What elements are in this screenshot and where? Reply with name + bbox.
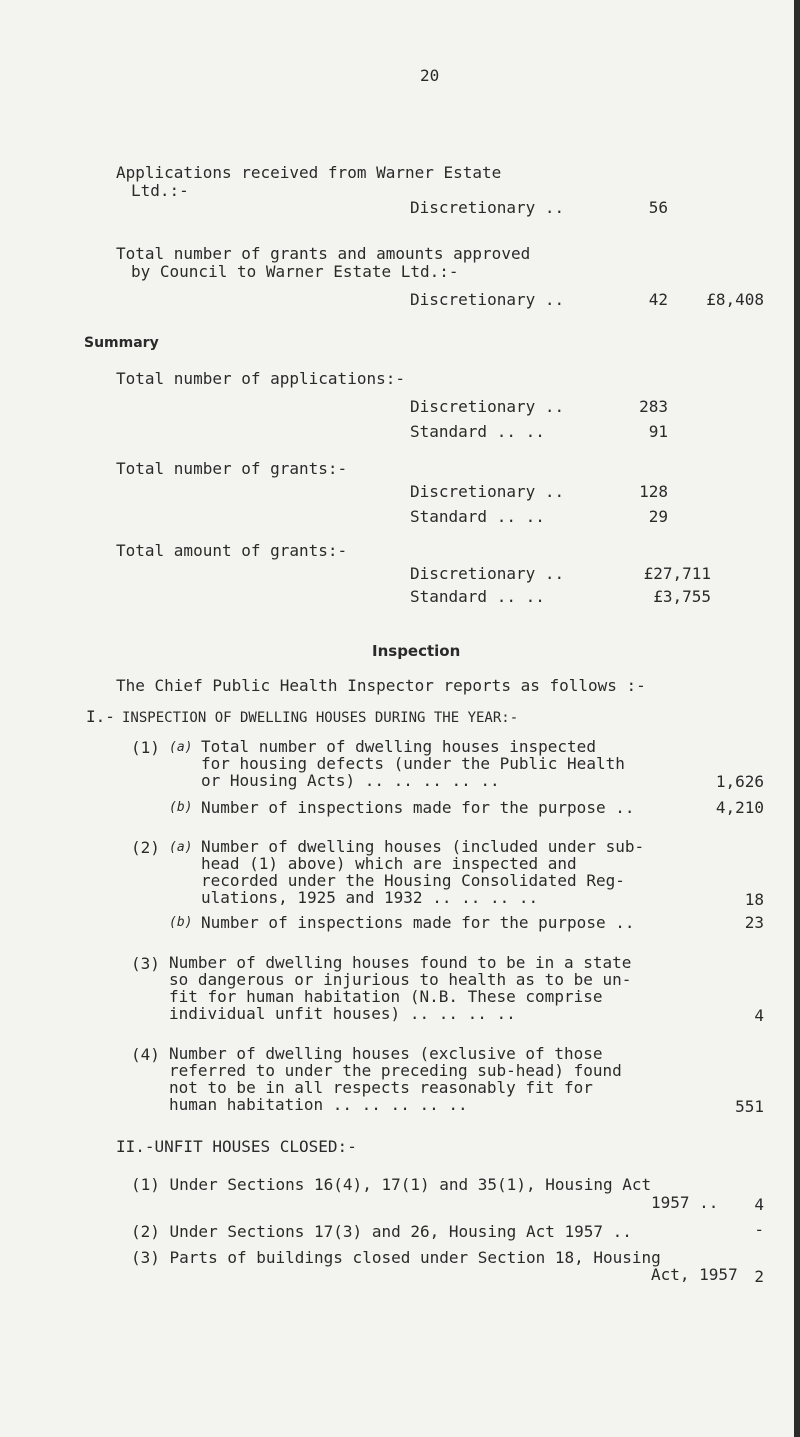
item2a-text-line: head (1) above) which are inspected and [201, 854, 577, 873]
item3-text-line: so dangerous or injurious to health as to be un- [169, 970, 632, 989]
closed1-line-cont: 1957 .. [651, 1193, 719, 1212]
page-number: 20 [420, 66, 440, 85]
closed2-text: (2) Under Sections 17(3) and 26, Housing Act 1957 .. [131, 1222, 632, 1241]
item3-text-line: fit for human habitation (N.B. These comprise [169, 987, 603, 1006]
item4-text-line: human habitation .. .. .. .. .. [169, 1095, 468, 1114]
inspection-title: Inspection [372, 642, 461, 660]
closed2-value: - [754, 1220, 764, 1239]
warner-applications-heading-cont: Ltd.:- [131, 181, 189, 200]
warner-grants-value: 42 [648, 290, 668, 309]
warner-grants-heading-cont: by Council to Warner Estate Ltd.:- [131, 262, 459, 281]
summary-grants-label: Standard .. .. [410, 507, 545, 526]
warner-applications-value: 56 [648, 198, 668, 217]
item4-number: (4) [131, 1045, 160, 1064]
summary-amount-heading: Total amount of grants:- [116, 541, 348, 560]
closed1-line: (1) Under Sections 16(4), 17(1) and 35(1), Housing Act [131, 1175, 652, 1194]
item2a-letter: (a) [169, 840, 193, 855]
item4-value: 551 [735, 1097, 764, 1116]
item3-number: (3) [131, 954, 160, 973]
item1a-text-line: or Housing Acts) .. .. .. .. .. [201, 771, 500, 790]
closed3-line: (3) Parts of buildings closed under Section 18, Housing [131, 1248, 661, 1267]
summary-applications-label: Standard .. .. [410, 422, 545, 441]
item1b-letter: (b) [169, 800, 193, 815]
summary-title: Summary [84, 335, 159, 351]
inspection-intro: The Chief Public Health Inspector reports as follows :- [116, 676, 646, 695]
summary-grants-heading: Total number of grants:- [116, 459, 348, 478]
closed1-value: 4 [754, 1195, 764, 1214]
warner-applications-heading: Applications received from Warner Estate [116, 163, 502, 182]
summary-applications-value: 283 [639, 397, 668, 416]
item4-text-line: Number of dwelling houses (exclusive of those [169, 1044, 603, 1063]
item4-text-line: referred to under the preceding sub-head) found [169, 1061, 622, 1080]
item1b-text: Number of inspections made for the purpose .. [201, 798, 635, 817]
summary-grants-value: 29 [648, 507, 668, 526]
summary-amount-value: £3,755 [653, 587, 711, 606]
item3-text-line: Number of dwelling houses found to be in a state [169, 953, 632, 972]
item1a-letter: (a) [169, 740, 193, 755]
item3-value: 4 [754, 1006, 764, 1025]
warner-grants-label: Discretionary .. [410, 290, 565, 309]
item3-text-line: individual unfit houses) .. .. .. .. [169, 1004, 516, 1023]
closed3-value: 2 [754, 1267, 764, 1286]
warner-applications-label: Discretionary .. [410, 198, 565, 217]
item2b-text: Number of inspections made for the purpose .. [201, 913, 635, 932]
item4-text-line: not to be in all respects reasonably fit for [169, 1078, 593, 1097]
summary-applications-value: 91 [648, 422, 668, 441]
item1a-value: 1,626 [715, 772, 764, 791]
summary-amount-label: Discretionary .. [410, 564, 565, 583]
summary-applications-heading: Total number of applications:- [116, 369, 405, 388]
item1b-value: 4,210 [715, 798, 764, 817]
summary-applications-label: Discretionary .. [410, 397, 565, 416]
item1-number: (1) [131, 738, 160, 757]
warner-grants-amount: £8,408 [706, 290, 764, 309]
warner-grants-heading: Total number of grants and amounts approved [116, 244, 531, 263]
closed3-line-cont: Act, 1957 [651, 1265, 738, 1284]
item1a-text-line: for housing defects (under the Public Health [201, 754, 625, 773]
section2-title: II.-UNFIT HOUSES CLOSED:- [116, 1137, 357, 1156]
item2b-value: 23 [744, 913, 764, 932]
section1-number: I.- [86, 707, 115, 726]
item1a-text-line: Total number of dwelling houses inspected [201, 737, 596, 756]
item2a-text-line: Number of dwelling houses (included under sub- [201, 837, 645, 856]
summary-grants-value: 128 [639, 482, 668, 501]
summary-amount-value: £27,711 [643, 564, 711, 583]
item2a-text-line: recorded under the Housing Consolidated Reg- [201, 871, 625, 890]
item2a-value: 18 [744, 890, 764, 909]
item2b-letter: (b) [169, 915, 193, 930]
summary-grants-label: Discretionary .. [410, 482, 565, 501]
item2a-text-line: ulations, 1925 and 1932 .. .. .. .. [201, 888, 539, 907]
page-edge [794, 0, 800, 1437]
summary-amount-label: Standard .. .. [410, 587, 545, 606]
section1-title: INSPECTION OF DWELLING HOUSES DURING THE YEAR:- [122, 710, 519, 726]
item2-number: (2) [131, 838, 160, 857]
